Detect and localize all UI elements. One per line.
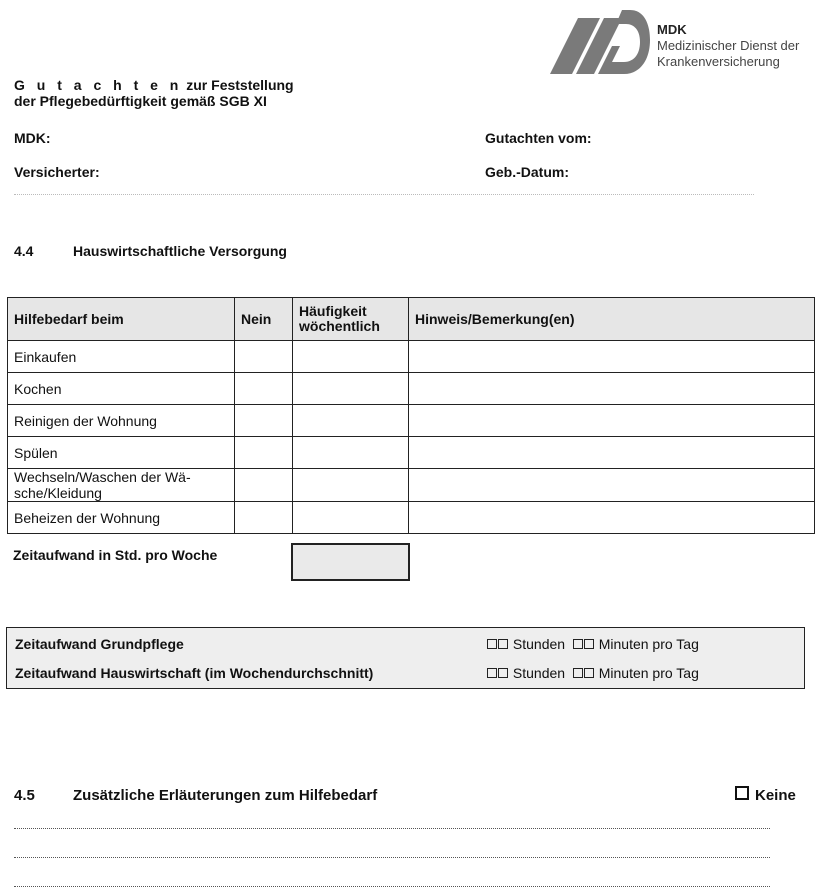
header-divider [14, 194, 754, 195]
col-header-haeufigkeit-line2: wöchentlich [299, 318, 380, 334]
table-row [8, 469, 815, 502]
org-line2: Krankenversicherung [657, 54, 780, 69]
section-number: 4.4 [14, 243, 34, 259]
table-row [8, 341, 815, 373]
table-row [8, 373, 815, 405]
grundpflege-label: Zeitaufwand Grundpflege [15, 636, 184, 652]
hinweis-cell[interactable] [409, 437, 815, 469]
keine-checkbox[interactable] [735, 786, 749, 800]
hinweis-cell[interactable] [409, 469, 815, 502]
section-4-4-heading [14, 243, 287, 259]
haeufigkeit-cell[interactable] [293, 373, 409, 405]
versicherter-label: Versicherter: [14, 164, 100, 180]
table-row [8, 437, 815, 469]
haeufigkeit-cell[interactable] [293, 437, 409, 469]
gutachten-vom-label: Gutachten vom: [485, 130, 592, 146]
haeufigkeit-cell[interactable] [293, 405, 409, 437]
col-header-nein: Nein [235, 298, 293, 341]
stunden-label: Stunden [512, 665, 566, 681]
row-label: Spülen [8, 437, 235, 469]
org-name [657, 22, 799, 70]
table-header-row [8, 298, 815, 341]
dotted-line[interactable] [14, 828, 770, 829]
haeufigkeit-cell[interactable] [293, 502, 409, 534]
hauswirtschaft-fields [487, 665, 699, 681]
dotted-line[interactable] [14, 857, 770, 858]
minuten-digit-checkbox[interactable] [573, 668, 583, 678]
col-header-hinweis: Hinweis/Bemerkung(en) [409, 298, 815, 341]
nein-cell[interactable] [235, 469, 293, 502]
hinweis-cell[interactable] [409, 405, 815, 437]
stunden-digit-checkbox[interactable] [498, 668, 508, 678]
minuten-digit-checkbox[interactable] [584, 668, 594, 678]
dotted-line[interactable] [14, 886, 770, 887]
org-line1: Medizinischer Dienst der [657, 38, 800, 53]
org-abbr: MDK [657, 22, 687, 37]
nein-cell[interactable] [235, 373, 293, 405]
minuten-label: Minuten pro Tag [598, 636, 699, 652]
nein-cell[interactable] [235, 502, 293, 534]
row-label-line1: Wechseln/Waschen der Wä- [14, 469, 191, 485]
stunden-digit-checkbox[interactable] [498, 639, 508, 649]
geb-datum-label: Geb.-Datum: [485, 164, 569, 180]
minuten-digit-checkbox[interactable] [584, 639, 594, 649]
row-label: Einkaufen [8, 341, 235, 373]
section-title: Zusätzliche Erläuterungen zum Hilfebedarf [73, 787, 378, 804]
care-table [7, 297, 815, 534]
section-title: Hauswirtschaftliche Versorgung [73, 243, 287, 259]
hinweis-cell[interactable] [409, 502, 815, 534]
section-4-5-heading [14, 787, 377, 804]
hauswirtschaft-row [15, 665, 373, 681]
zeitaufwand-woche-input[interactable] [291, 543, 410, 581]
document-title [14, 77, 294, 109]
col-header-hilfebedarf: Hilfebedarf beim [8, 298, 235, 341]
row-label: Reinigen der Wohnung [8, 405, 235, 437]
nein-cell[interactable] [235, 405, 293, 437]
hauswirtschaft-label: Zeitaufwand Hauswirtschaft (im Wochendurchschnitt) [15, 665, 374, 681]
col-header-haeufigkeit [293, 298, 409, 341]
mdk-logo [550, 6, 650, 76]
minuten-label: Minuten pro Tag [598, 665, 699, 681]
hinweis-cell[interactable] [409, 341, 815, 373]
col-header-haeufigkeit-line1: Häufigkeit [299, 303, 367, 319]
minuten-digit-checkbox[interactable] [573, 639, 583, 649]
stunden-digit-checkbox[interactable] [487, 639, 497, 649]
row-label-line2: sche/Kleidung [14, 485, 102, 501]
stunden-digit-checkbox[interactable] [487, 668, 497, 678]
section-number: 4.5 [14, 787, 35, 804]
table-row [8, 502, 815, 534]
title-line2: der Pflegebedürftigkeit gemäß SGB XI [14, 93, 267, 109]
keine-label: Keine [755, 787, 796, 804]
grundpflege-row [15, 636, 184, 652]
grundpflege-fields [487, 636, 699, 652]
keine-option[interactable] [735, 786, 796, 804]
zeitaufwand-woche-label: Zeitaufwand in Std. pro Woche [13, 547, 218, 563]
nein-cell[interactable] [235, 437, 293, 469]
row-label [8, 469, 235, 502]
nein-cell[interactable] [235, 341, 293, 373]
haeufigkeit-cell[interactable] [293, 341, 409, 373]
stunden-label: Stunden [512, 636, 566, 652]
zeitaufwand-summary [6, 627, 805, 689]
mdk-field-label: MDK: [14, 130, 51, 146]
hinweis-cell[interactable] [409, 373, 815, 405]
table-row [8, 405, 815, 437]
row-label: Kochen [8, 373, 235, 405]
row-label: Beheizen der Wohnung [8, 502, 235, 534]
title-spaced: G u t a c h t e n [14, 77, 183, 93]
haeufigkeit-cell[interactable] [293, 469, 409, 502]
title-rest: zur Feststellung [182, 77, 294, 93]
